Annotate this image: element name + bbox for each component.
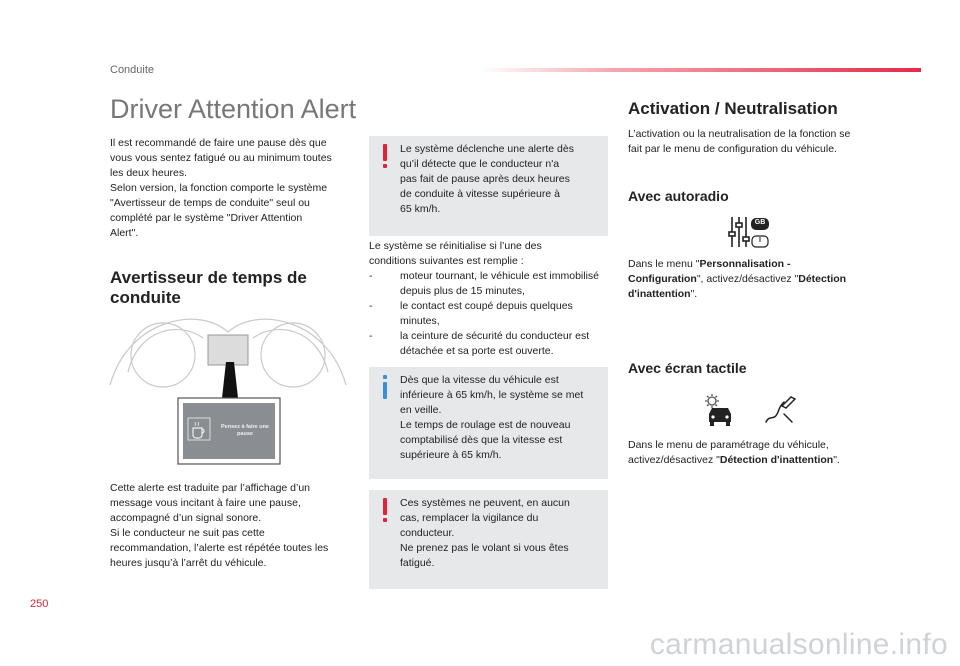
warning-line: conducteur. [400,527,455,539]
activation-intro-line: fait par le menu de configuration du véhicule. [628,143,837,155]
activation-intro-line: L’activation ou la neutralisation de la fonction se [628,128,851,140]
autoradio-instructions [628,257,893,302]
activation-heading: Activation / Neutralisation [628,99,838,118]
warning-line: fatigué. [400,557,435,569]
header-rule [480,68,921,72]
intro-line: Selon version, la fonction comporte le système [110,182,328,194]
menu-item: d'inattention [628,288,691,300]
page-number: 250 [30,598,49,610]
text: Dans le menu " [628,258,700,270]
menu-item: Détection d'inattention [719,454,834,466]
warning-line: Le système déclenche une alerte dès [400,143,574,155]
warning-line: Ne prenez pas le volant si vous êtes [400,542,569,554]
list-item [369,269,614,299]
info-line: comptabilisé dès que la vitesse est [400,434,563,446]
condition-line: - le contact est coupé depuis quelques [400,300,573,312]
heading-line: Avertisseur de temps de [110,268,307,287]
driver-attention-icon [762,392,798,428]
text: ". [690,288,698,300]
gb-badge: GB [754,219,766,226]
info-line: Dès que la vitesse du véhicule est [400,374,559,386]
list-item [369,329,614,359]
alert-line: Cette alerte est traduite par l’affichage d’un [110,482,311,494]
warning-line: de conduite à vitesse supérieure à [400,188,560,200]
page-title: Driver Attention Alert [110,94,357,124]
driving-time-heading [110,268,307,308]
display-message-line: Pensez à faire une [221,424,269,430]
touchscreen-heading: Avec écran tactile [628,360,747,376]
condition-line: - moteur tournant, le véhicule est immobilisé [400,270,600,282]
info-line: Le temps de roulage est de nouveau [400,419,571,431]
warning-callout-1 [369,136,608,236]
info-line: supérieure à 65 km/h. [400,449,502,461]
intro-line: Il est recommandé de faire une pause dès que [110,137,327,149]
intro-line: Alert". [110,227,139,239]
text: ". [833,454,840,466]
display-message-line: pause [237,431,253,437]
warning-line: pas fait de pause après deux heures [400,173,570,185]
info-line: inférieure à 65 km/h, le système se met [400,389,584,401]
warning-icon [380,498,390,524]
warning-line: 65 km/h. [400,203,441,215]
heading-line: conduite [110,288,181,307]
intro-line: complété par le système "Driver Attention [110,212,303,224]
info-text [400,373,600,463]
menu-item: Détection [798,273,847,285]
autoradio-heading: Avec autoradio [628,188,729,204]
instruction-line [628,257,893,272]
warning-line: Ces systèmes ne peuvent, en aucun [400,497,570,509]
text: activez/désactivez " [628,454,720,466]
menu-path: Configuration [628,273,697,285]
condition-line: depuis plus de 15 minutes, [400,285,525,297]
conditions-list [369,269,614,359]
instruction-line [628,272,893,287]
alert-paragraph [110,481,360,571]
display-message [205,424,285,438]
warning-text [400,142,600,217]
info-callout [369,367,608,479]
alert-line: Si le conducteur ne suit pas cette [110,527,265,539]
warning-text [400,496,600,571]
section-label: Conduite [110,64,155,76]
condition-line: minutes, [400,315,440,327]
instruction-line [628,287,893,302]
warning-line: qu’il détecte que le conducteur n'a [400,158,560,170]
info-badge: I [759,237,761,244]
warning-callout-2 [369,490,608,589]
warning-icon [380,144,390,170]
alert-line: accompagné d’un signal sonore. [110,512,262,524]
intro-line: les deux heures. [110,167,188,179]
intro-line: vous vous sentez fatigué ou au minimum toutes [110,152,332,164]
intro-line: "Avertisseur de temps de conduite" seul ou [110,197,310,209]
info-line: en veille. [400,404,442,416]
info-icon [380,375,390,401]
pointer-arrow [222,362,238,398]
text: ", activez/désactivez " [696,273,799,285]
warning-line: cas, remplacer la vigilance du [400,512,539,524]
alert-line: message vous incitant à faire une pause, [110,497,301,509]
condition-line: - la ceinture de sécurité du conducteur est [400,330,590,342]
activation-intro [628,127,888,157]
list-item [369,299,614,329]
car-settings-icon [700,392,740,428]
reset-conditions [369,239,614,359]
instruction-line [628,453,893,468]
condition-line: détachée et sa porte est ouverte. [400,345,554,357]
menu-path: Personnalisation - [699,258,791,270]
touchscreen-instructions [628,438,893,468]
central-display [208,335,248,365]
alert-line: recommandation, l’alerte est répétée toutes les [110,542,329,554]
instruction-line: Dans le menu de paramétrage du véhicule, [628,439,829,451]
watermark: carmanualsonline.info [649,628,948,661]
alert-line: heures jusqu’à l’arrêt du véhicule. [110,557,267,569]
intro-paragraph [110,136,360,241]
reset-intro-line: Le système se réinitialise si l’une des [369,240,542,252]
reset-intro-line: conditions suivantes est remplie : [369,255,524,267]
instrument-cluster-illustration [108,310,348,470]
